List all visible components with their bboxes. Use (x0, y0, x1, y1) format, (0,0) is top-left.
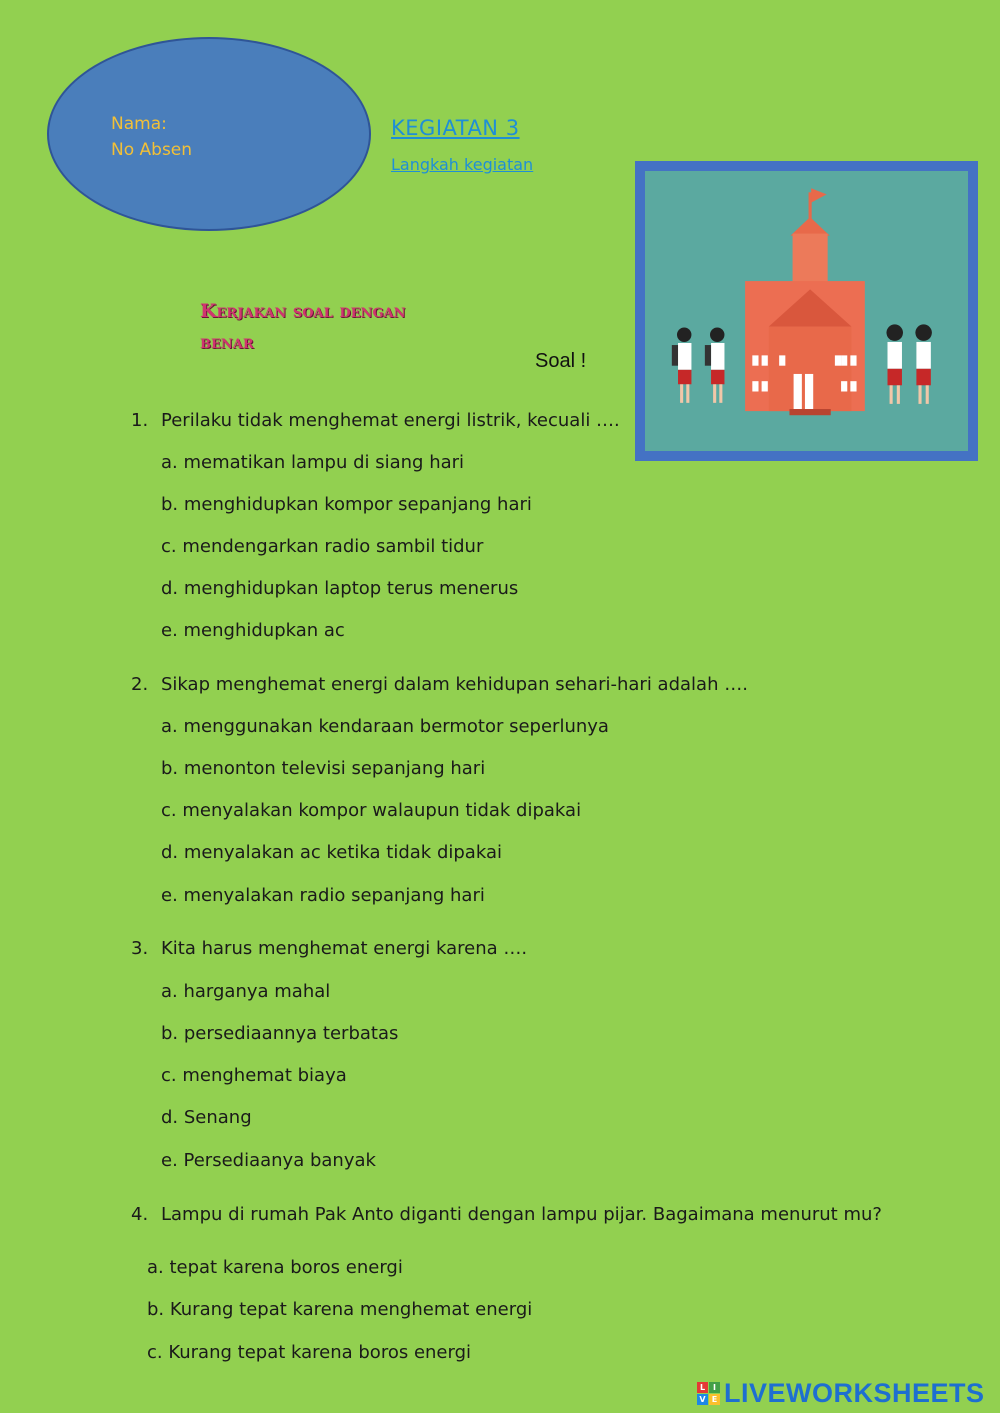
question-4-number: 4. (131, 1204, 149, 1225)
question-3-text: Kita harus menghemat energi karena …. (161, 938, 528, 959)
question-1 (131, 410, 620, 431)
tile-v: V (697, 1394, 708, 1405)
question-3 (131, 938, 527, 959)
instruction-heading (200, 296, 500, 358)
q3-option-d[interactable]: d. Senang (161, 1107, 252, 1128)
q1-option-c[interactable]: c. mendengarkan radio sambil tidur (161, 536, 484, 557)
tile-e: E (709, 1394, 720, 1405)
absen-label: No Absen (111, 140, 193, 160)
q4-option-a[interactable]: a. tepat karena boros energi (147, 1257, 403, 1278)
school-building-image (645, 171, 968, 451)
tile-l: L (697, 1382, 708, 1393)
q2-option-c[interactable]: c. menyalakan kompor walaupun tidak dipakai (161, 800, 582, 821)
q2-option-d[interactable]: d. menyalakan ac ketika tidak dipakai (161, 842, 502, 863)
question-4-text: Lampu di rumah Pak Anto diganti dengan lampu pijar. Bagaimana menurut mu? (161, 1204, 882, 1225)
name-label: Nama: (111, 114, 167, 134)
question-3-number: 3. (131, 938, 149, 959)
kegiatan-title: KEGIATAN 3 (391, 116, 520, 140)
liveworksheets-logo[interactable] (697, 1376, 985, 1410)
q3-option-a[interactable]: a. harganya mahal (161, 981, 331, 1002)
question-1-number: 1. (131, 410, 149, 431)
q2-option-e[interactable]: e. menyalakan radio sepanjang hari (161, 885, 485, 906)
q1-option-a[interactable]: a. mematikan lampu di siang hari (161, 452, 465, 473)
instruction-line-1: Kerjakan soal dengan (200, 300, 406, 322)
q2-option-a[interactable]: a. menggunakan kendaraan bermotor seperlunya (161, 716, 609, 737)
question-4 (131, 1204, 882, 1225)
tile-i: I (709, 1382, 720, 1393)
langkah-link[interactable]: Langkah kegiatan (391, 155, 534, 174)
q4-option-b[interactable]: b. Kurang tepat karena menghemat energi (147, 1299, 533, 1320)
liveworksheets-brand: LIVEWORKSHEETS (724, 1377, 985, 1408)
soal-title: Soal ! (535, 350, 587, 372)
q3-option-b[interactable]: b. persediaannya terbatas (161, 1023, 399, 1044)
question-1-text: Perilaku tidak menghemat energi listrik, kecuali …. (161, 410, 620, 431)
q1-option-d[interactable]: d. menghidupkan laptop terus menerus (161, 578, 519, 599)
q2-option-b[interactable]: b. menonton televisi sepanjang hari (161, 758, 486, 779)
q4-option-c[interactable]: c. Kurang tepat karena boros energi (147, 1342, 472, 1363)
liveworksheets-tiles-icon (697, 1382, 720, 1405)
question-2 (131, 674, 748, 695)
q3-option-e[interactable]: e. Persediaanya banyak (161, 1150, 376, 1171)
school-illustration (635, 161, 978, 461)
question-2-text: Sikap menghemat energi dalam kehidupan sehari-hari adalah …. (161, 674, 748, 695)
q1-option-e[interactable]: e. menghidupkan ac (161, 620, 345, 641)
question-2-number: 2. (131, 674, 149, 695)
q3-option-c[interactable]: c. menghemat biaya (161, 1065, 347, 1086)
q1-option-b[interactable]: b. menghidupkan kompor sepanjang hari (161, 494, 532, 515)
instruction-line-2: benar (200, 331, 254, 353)
name-oval (47, 37, 371, 231)
